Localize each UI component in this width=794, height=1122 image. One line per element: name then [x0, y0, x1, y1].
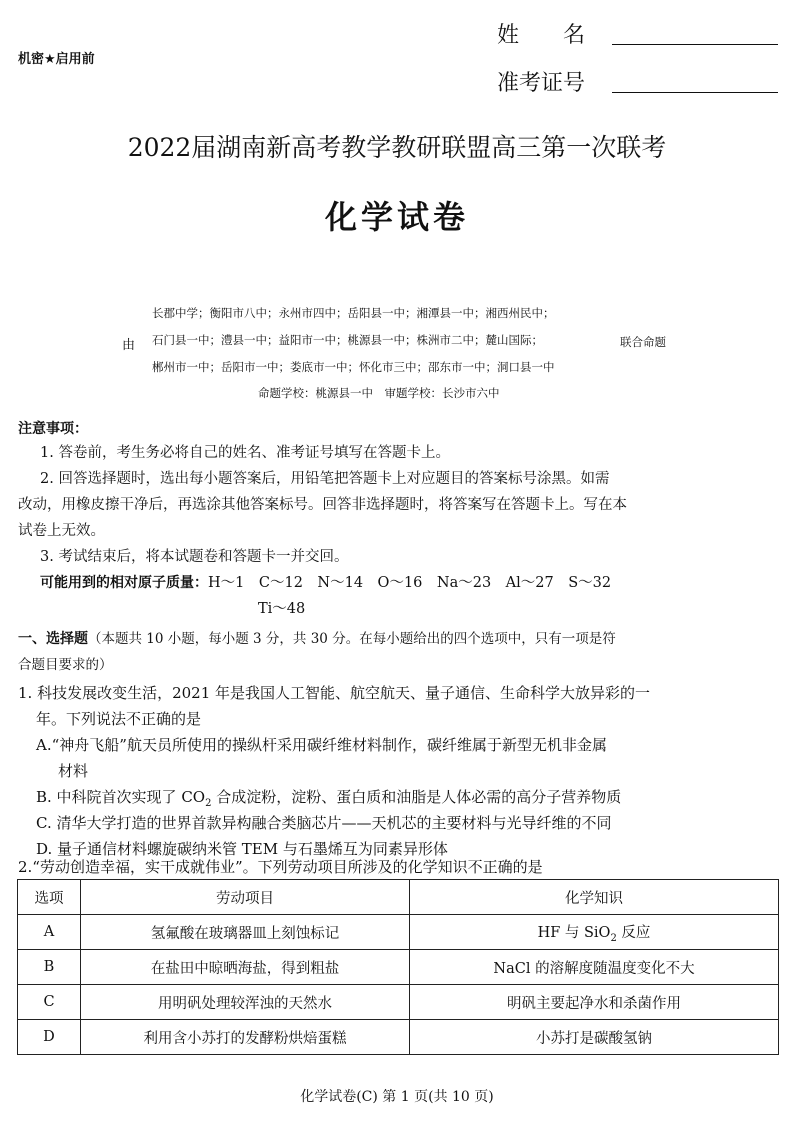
atomic-mass-values: H～1 C～12 N～14 O～16 Na～23 Al～27 S～32 [208, 575, 612, 591]
table-header-row [18, 880, 779, 915]
notice-item-2-line-3: 试卷上无效。 [18, 523, 105, 539]
schools-line-2: 石门县一中；澧县一中；益阳市一中；桃源县一中；株洲市二中；麓山国际； [152, 333, 543, 347]
schools-line-4: 命题学校：桃源县一中 审题学校：长沙市六中 [258, 386, 500, 400]
table-cell-option: D [18, 1020, 81, 1055]
q1-option-b-pre: B. 中科院首次实现了 CO [36, 788, 206, 806]
q1-option-a-line-1: A.“神舟飞船”航天员所使用的操纵杆采用碳纤维材料制作，碳纤维属于新型无机非金属 [36, 736, 607, 754]
table-row [18, 915, 779, 950]
atomic-mass-label: 可能用到的相对原子质量： [40, 575, 208, 591]
table-cell-project: 利用含小苏打的发酵粉烘焙蛋糕 [81, 1020, 410, 1055]
exam-id-label: 准考证号 [497, 71, 586, 96]
notice-item-3: 3. 考试结束后，将本试题卷和答题卡一并交回。 [40, 549, 349, 565]
notice-item-2-line-2: 改动，用橡皮擦干净后，再选涂其他答案标号。回答非选择题时，将答案写在答题卡上。写在本 [18, 497, 627, 513]
atomic-mass-values-2: Ti～48 [258, 601, 306, 617]
table-cell-knowledge [410, 915, 779, 950]
q1-option-b-sub: 2 [205, 798, 212, 809]
schools-line-1: 长郡中学；衡阳市八中；永州市四中；岳阳县一中；湘潭县一中；湘西州民中； [152, 306, 555, 320]
table-header-cell: 劳动项目 [81, 880, 410, 915]
table-cell-project: 在盐田中晾晒海盐，得到粗盐 [81, 950, 410, 985]
subject-title: 化学试卷 [324, 198, 469, 236]
exam-title: 2022届湖南新高考教学教研联盟高三第一次联考 [127, 133, 667, 162]
q2-table [17, 879, 779, 1055]
q2-stem: 2.“劳动创造幸福，实干成就伟业”。下列劳动项目所涉及的化学知识不正确的是 [18, 858, 543, 876]
q1-stem-line-2: 年。下列说法不正确的是 [36, 710, 202, 728]
table-row [18, 950, 779, 985]
table-cell-option: A [18, 915, 81, 950]
table-cell-option: C [18, 985, 81, 1020]
notice-item-1: 1. 答卷前，考生务必将自己的姓名、准考证号填写在答题卡上。 [40, 445, 450, 461]
table-row [18, 1020, 779, 1055]
q1-option-b [36, 786, 621, 809]
schools-you: 由 [122, 338, 136, 353]
page-footer: 化学试卷(C) 第 1 页(共 10 页) [300, 1089, 494, 1105]
name-label: 姓 名 [497, 23, 586, 48]
section-heading: 一、选择题 [18, 631, 88, 647]
table-cell-knowledge [410, 985, 779, 1020]
section-heading-row [18, 626, 616, 652]
q1-option-c: C. 清华大学打造的世界首款异构融合类脑芯片——天机芯的主要材料与光导纤维的不同 [36, 814, 612, 832]
section-description: （本题共 10 小题，每小题 3 分，共 30 分。在每小题给出的四个选项中，只有一项是符 [88, 631, 616, 647]
table-header-cell: 化学知识 [410, 880, 779, 915]
q1-stem-line-1: 1. 科技发展改变生活，2021 年是我国人工智能、航空航天、量子通信、生命科学大放异彩的一 [18, 684, 651, 702]
knowledge-subscript: 2 [610, 932, 617, 944]
name-field[interactable] [612, 44, 778, 45]
knowledge-text: 明矾主要起净水和杀菌作用 [507, 995, 681, 1012]
table-cell-project: 氢氟酸在玻璃器皿上刻蚀标记 [81, 915, 410, 950]
table-row [18, 985, 779, 1020]
confidential-label: 机密★启用前 [18, 52, 95, 67]
notice-title: 注意事项： [18, 421, 88, 437]
q1-option-a-line-2: 材料 [58, 762, 89, 780]
knowledge-text: HF 与 SiO [537, 924, 611, 941]
knowledge-text-post: 反应 [616, 924, 651, 941]
section-description-2: 合题目要求的） [18, 657, 113, 673]
table-cell-option: B [18, 950, 81, 985]
schools-line-3: 郴州市一中；岳阳市一中；娄底市一中；怀化市三中；邵东市一中；洞口县一中 [152, 360, 555, 374]
knowledge-text: NaCl 的溶解度随温度变化不大 [493, 960, 695, 977]
q1-option-d: D. 量子通信材料螺旋碳纳米管 TEM 与石墨烯互为同素异形体 [36, 840, 448, 858]
q1-option-b-post: 合成淀粉，淀粉、蛋白质和油脂是人体必需的高分子营养物质 [211, 788, 622, 806]
notice-item-2-line-1: 2. 回答选择题时，选出每小题答案后，用铅笔把答题卡上对应题目的答案标号涂黑。如需 [40, 471, 610, 487]
table-header-cell: 选项 [18, 880, 81, 915]
table-cell-knowledge [410, 1020, 779, 1055]
knowledge-text: 小苏打是碳酸氢钠 [536, 1030, 652, 1047]
table-cell-knowledge [410, 950, 779, 985]
schools-joint: 联合命题 [620, 335, 666, 349]
atomic-mass-row [40, 570, 611, 596]
exam-id-field[interactable] [612, 92, 778, 93]
table-cell-project: 用明矾处理较浑浊的天然水 [81, 985, 410, 1020]
